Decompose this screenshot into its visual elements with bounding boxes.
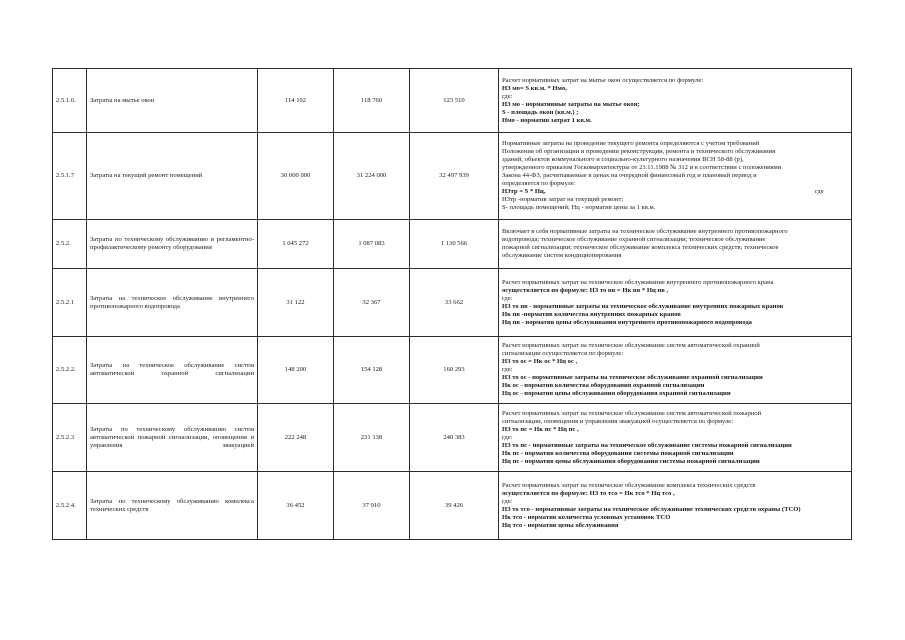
row-name: Затраты по техническому обслуживанию систем автоматической пожарной сигнализации, оповещения и управления эвакуацией [87,404,258,472]
row-value-3: 32 497 939 [410,133,499,220]
desc-line: Закона 44-ФЗ, расчитываемые в ценах на очередной финансовый год и плановый период и [502,172,757,179]
desc-line: Нц ос - норматив цены обслуживания оборудования охранной сигнализации [502,390,731,397]
row-value-3: 1 130 566 [410,220,499,269]
row-name: Затраты на мытье окон [87,69,258,133]
row-name: Затраты на техническое обслуживание систем автоматической охранной сигнализации [87,337,258,404]
row-description [499,133,852,220]
desc-line: Включает в себя нормативные затраты на техническое обслуживание внутреннего противопожарного [502,228,788,235]
formula-line: осуществляется по формуле: НЗ то тсо = Нк тсо * Нц тсо , [502,489,675,497]
desc-line: Нк пв -норматив количества внутренних пожарных кранов [502,310,681,318]
table-row [53,337,852,404]
desc-line: где: [502,92,513,100]
desc-line: Расчет нормативных затрат на мытье окон осуществляется по формуле: [502,76,704,84]
desc-line: Нц пв - норматив цены обслуживания внутреннего противопожарного водопровода [502,318,752,326]
desc-line: НЗ мо - нормативные затраты на мытье окон; [502,100,640,108]
desc-line: Расчет нормативных затрат на техническое обслуживание систем автоматической пожарной [502,409,762,417]
formula-line: НЗ мо= S кв.м. * Нмо, [502,84,567,92]
desc-line: Расчет нормативных затрат на техническое обслуживание комплекса технических средств [502,481,756,489]
desc-line: Нк ос - норматив количества оборудования охранной сигнализации [502,382,705,389]
desc-line: где: [502,497,513,505]
row-value-2: 1 087 083 [334,220,410,269]
row-value-3: 33 662 [410,269,499,337]
desc-line: сигнализации, оповещения и управления эвакуацией осуществляется по формуле: [502,417,734,425]
table-row [53,220,852,269]
desc-line: где: [502,433,513,441]
row-code: 2.5.2.1 [53,269,87,337]
table-row [53,269,852,337]
row-code: 2.5.2.2. [53,337,87,404]
desc-line: утвержденного приказом Госкомархитектуры от 23.11.1988 № 312 и в соответствии с положениями [502,164,782,171]
row-name: Затраты на текущий ремонт помещений [87,133,258,220]
row-value-1: 114 192 [258,69,334,133]
row-value-3: 39 426 [410,472,499,540]
row-value-3: 123 510 [410,69,499,133]
table-row [53,133,852,220]
desc-line: обслуживание систем кондиционирования [502,252,622,259]
row-value-3: 240 383 [410,404,499,472]
row-value-2: 31 224 000 [334,133,410,220]
formula-line: НЗ то ос = Нк ос * Нц ос , [502,358,578,365]
row-name: Затраты по техническому обслуживанию комплекса технических средств [87,472,258,540]
formula-line: НЗтр = S * Нц, [502,188,546,195]
desc-line: S- площадь помещений; Нц - норматив цены за 1 кв.м. [502,204,656,211]
row-value-1: 222 248 [258,404,334,472]
row-value-3: 160 293 [410,337,499,404]
row-code: 2.5.1.6. [53,69,87,133]
desc-extra: где [815,188,824,195]
table-row [53,472,852,540]
desc-line: водопровода; техническое обслуживание охранной сигнализации; техническое обслуживание [502,236,766,243]
desc-line: НЗ то пв - нормативные затраты на техническое обслуживание внутренних пожарных кранов [502,302,784,310]
row-value-1: 36 452 [258,472,334,540]
formula-line: НЗ то пс = Нк пс * Нц пс , [502,425,579,433]
row-value-2: 154 128 [334,337,410,404]
row-value-2: 32 367 [334,269,410,337]
row-code: 2.5.2.4. [53,472,87,540]
row-description [499,69,852,133]
table-row [53,69,852,133]
desc-line: где: [502,294,513,302]
desc-line: Нормативные затраты на проведение текущего ремонта определяются с учетом требований [502,140,760,147]
row-code: 2.5.2. [53,220,87,269]
row-code: 2.5.1.7 [53,133,87,220]
desc-line: Нмо - норматив затрат 1 кв.м. [502,116,592,124]
desc-line: S - площадь окон (кв.м.) ; [502,108,579,116]
desc-line: зданий, объектов коммунального и социально-культурного назначения ВСН 58-88 (р), [502,156,744,163]
desc-text: определяется по формуле: [502,180,576,187]
table-row [53,404,852,472]
desc-line: Положения об организации и проведении реконструкции, ремонта и технического обслуживания [502,148,776,155]
row-code: 2.5.2.3 [53,404,87,472]
row-value-1: 31 122 [258,269,334,337]
desc-line: Расчет нормативных затрат на техническое обслуживание внутреннего противопожарного крана [502,278,774,286]
row-value-1: 30 000 000 [258,133,334,220]
desc-line: НЗ то пс - нормативные затраты на техническое обслуживание системы пожарной сигнализации [502,441,792,449]
row-name: Затраты на техническое обслуживание внутреннего противопожарного водопровода [87,269,258,337]
desc-line: Нк тсо - норматив количества условных установок ТСО [502,513,671,521]
desc-line: где: [502,366,513,373]
desc-line: сигнализации осуществляется по формуле: [502,350,624,357]
row-name: Затраты по техническому обслуживанию и регламентно-профилактическому ремонту оборудования [87,220,258,269]
row-value-2: 118 760 [334,69,410,133]
costs-table [52,68,852,540]
desc-line: НЗ то тсо - нормативные затраты на техническое обслуживание технических средств охраны (ТСО) [502,505,801,513]
desc-line: НЗтр -норматив затрат на текущий ремонт; [502,196,624,203]
row-value-1: 148 200 [258,337,334,404]
desc-line: НЗ то ос - нормативные затраты на техническое обслуживание охранной сигнализации [502,374,763,381]
formula-line: осуществляется по формуле: НЗ то пв = Нк пв * Нц пв , [502,286,669,294]
row-description [499,269,852,337]
row-description [499,404,852,472]
desc-line: Нц пс - норматив цены обслуживания оборудования системы пожарной сигнализации [502,457,760,465]
desc-line: Нк пс - норматив количества оборудования системы пожарной сигнализации [502,449,734,457]
row-value-1: 1 045 272 [258,220,334,269]
desc-line: Нц тсо - норматив цены обслуживания [502,521,619,529]
desc-line: Расчет нормативных затрат на техническое обслуживание систем автоматической охранной [502,342,760,349]
row-description [499,220,852,269]
row-value-2: 231 138 [334,404,410,472]
desc-line: пожарной сигнализации; техническое обслуживание комплекса технических средств; техническое [502,244,779,251]
row-value-2: 37 910 [334,472,410,540]
row-description [499,337,852,404]
row-description [499,472,852,540]
